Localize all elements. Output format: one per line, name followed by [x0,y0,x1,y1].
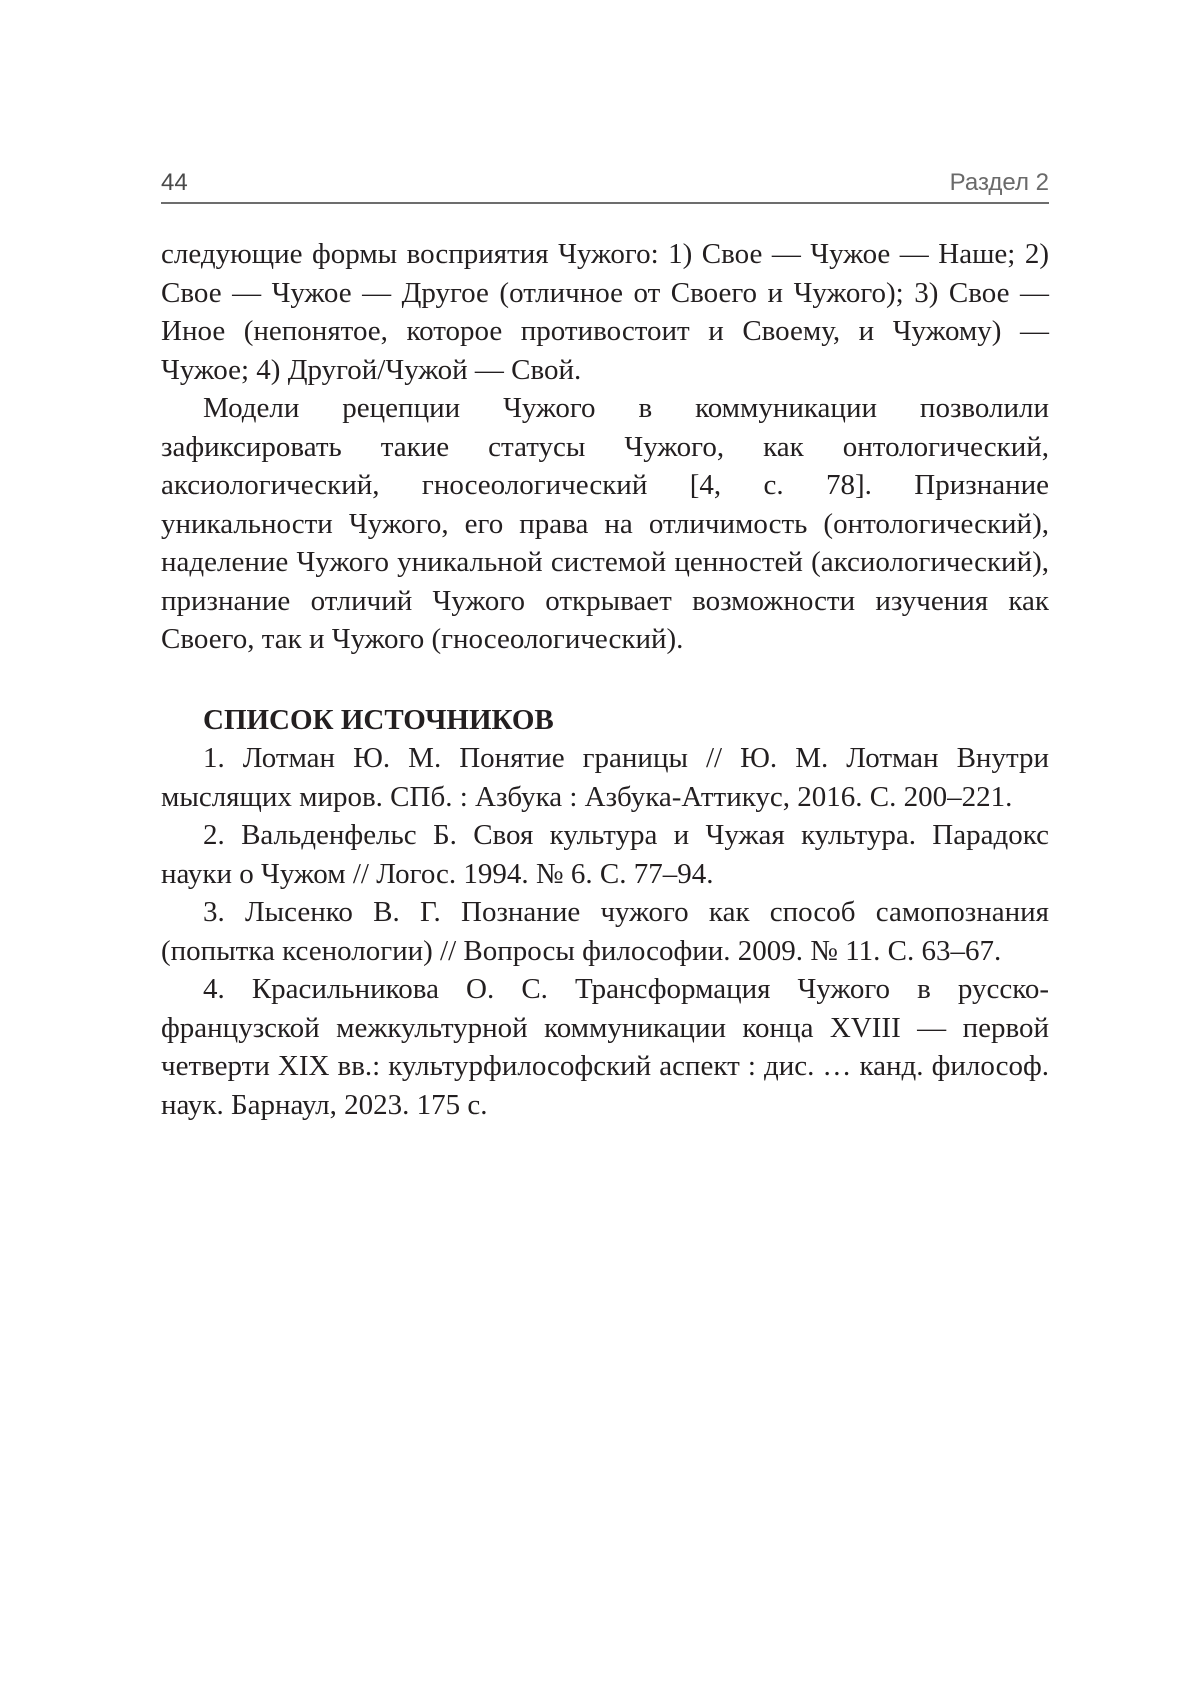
body-paragraph: Модели рецепции Чужого в коммуникации позволили зафиксировать такие статусы Чужого, как онтологический, аксиологический, гносеологический [4, с. 78]. Признание уникальности Чужого, его права на отличимость (онтологический), наделение Чужого уникальной системой ценностей (аксиологический), признание отличий Чужого открывает возможности изучения как Своего, так и Чужого (гносеологический). [161,392,1049,655]
reference-item: 4. Красильникова О. С. Трансформация Чужого в русско-французской межкультурной коммуникации конца XVIII — первой четверти XIX вв.: культурфилософский аспект : дис. … канд. философ. наук. Барнаул, 2023. 175 с. [161,973,1049,1121]
reference-item: 1. Лотман Ю. М. Понятие границы // Ю. М. Лотман Внутри мыслящих миров. СПб. : Азбука : Азбука-Аттикус, 2016. С. 200–221. [161,742,1049,813]
reference-item: 3. Лысенко В. Г. Познание чужого как способ самопознания (попытка ксенологии) // Вопросы философии. 2009. № 11. С. 63–67. [161,896,1049,967]
running-header [161,166,1049,204]
references-heading: СПИСОК ИСТОЧНИКОВ [203,703,554,736]
reference-item: 2. Вальденфельс Б. Своя культура и Чужая культура. Парадокс науки о Чужом // Логос. 1994. № 6. С. 77–94. [161,819,1049,890]
section-label: Раздел 2 [949,169,1049,196]
references-list [161,739,1049,1124]
page-number: 44 [161,169,188,196]
body-paragraph: следующие формы восприятия Чужого: 1) Свое — Чужое — Наше; 2) Свое — Чужое — Другое (отличное от Своего и Чужого); 3) Свое — Иное (непонятое, которое противостоит и Своему, и Чужому) — Чужое; 4) Другой/Чужой — Свой. [161,238,1049,386]
page-content [161,235,1049,1124]
